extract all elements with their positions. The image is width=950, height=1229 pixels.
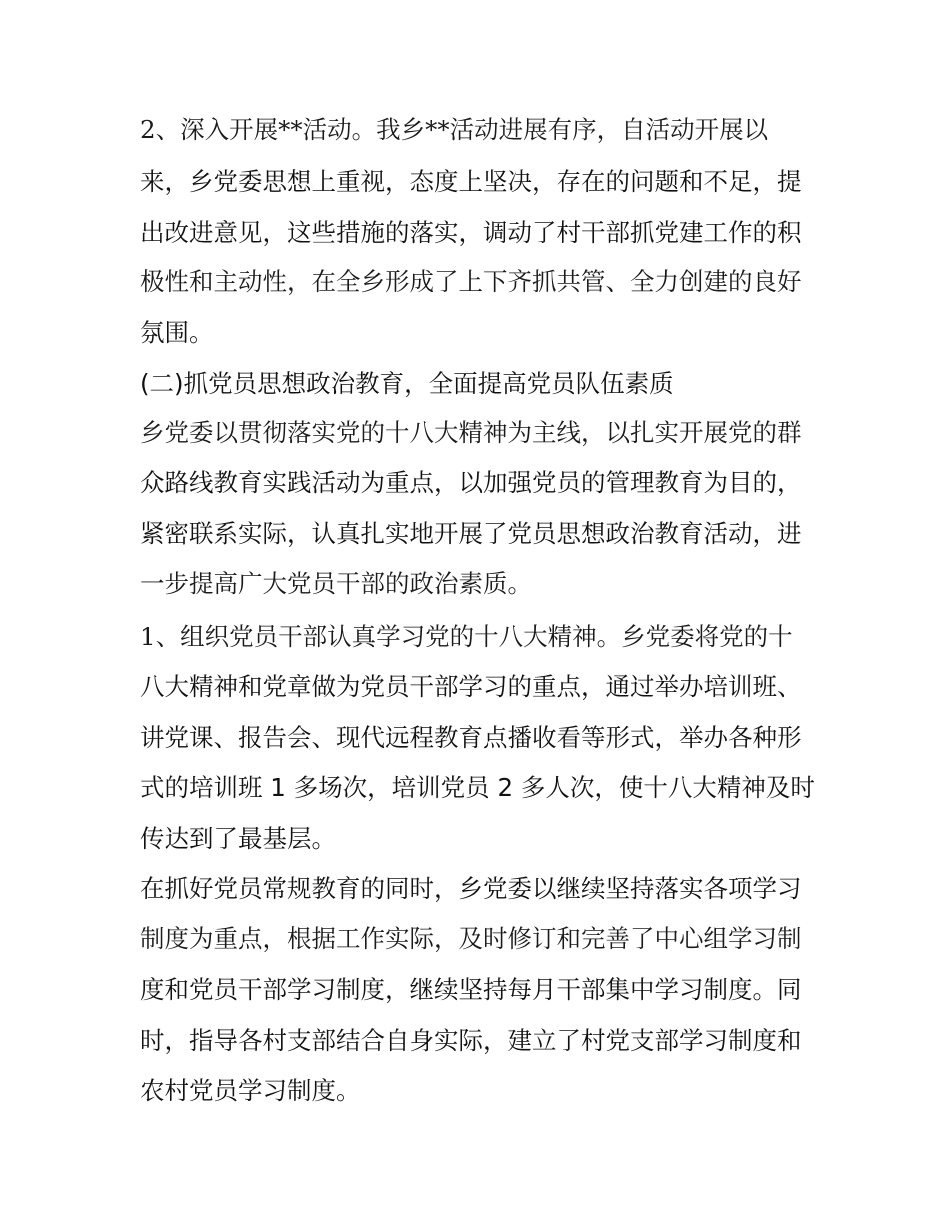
text-line-2: 来，乡党委思想上重视，态度上坚决，存在的问题和不足，提 — [140, 167, 802, 196]
text-line-5: 氛围。 — [140, 318, 214, 347]
text-line-19: 时，指导各村支部结合自身实际，建立了村党支部学习制度和 — [140, 1026, 802, 1055]
text-line-13: 讲党课、报告会、现代远程教育点播收看等形式，举办各种形 — [140, 723, 802, 752]
text-line-4: 极性和主动性，在全乡形成了上下齐抓共管、全力创建的良好 — [140, 267, 802, 296]
text-line-11: 1、组织党员干部认真学习党的十八大精神。乡党委将党的十 — [140, 622, 793, 651]
text-line-8: 众路线教育实践活动为重点，以加强党员的管理教育为目的， — [140, 468, 802, 497]
text-line-3: 出改进意见，这些措施的落实，调动了村干部抓党建工作的积 — [140, 218, 802, 247]
text-line-20: 农村党员学习制度。 — [140, 1076, 361, 1105]
text-line-16: 在抓好党员常规教育的同时，乡党委以继续坚持落实各项学习 — [140, 874, 802, 903]
text-line-9: 紧密联系实际，认真扎实地开展了党员思想政治教育活动，进 — [140, 519, 802, 548]
section-heading: (二)抓党员思想政治教育，全面提高党员队伍素质 — [140, 369, 674, 398]
text-line-17: 制度为重点，根据工作实际，及时修订和完善了中心组学习制 — [140, 924, 802, 953]
text-line-1: 2、深入开展**活动。我乡**活动进展有序，自活动开展以 — [140, 115, 769, 144]
text-line-15: 传达到了最基层。 — [140, 824, 336, 853]
text-line-12: 八大精神和党章做为党员干部学习的重点，通过举办培训班、 — [140, 672, 802, 701]
text-line-14: 式的培训班 1 多场次，培训党员 2 多人次，使十八大精神及时 — [140, 773, 815, 802]
text-line-18: 度和党员干部学习制度，继续坚持每月干部集中学习制度。同 — [140, 975, 802, 1004]
text-line-10: 一步提高广大党员干部的政治素质。 — [140, 569, 532, 598]
text-line-7: 乡党委以贯彻落实党的十八大精神为主线，以扎实开展党的群 — [140, 418, 802, 447]
